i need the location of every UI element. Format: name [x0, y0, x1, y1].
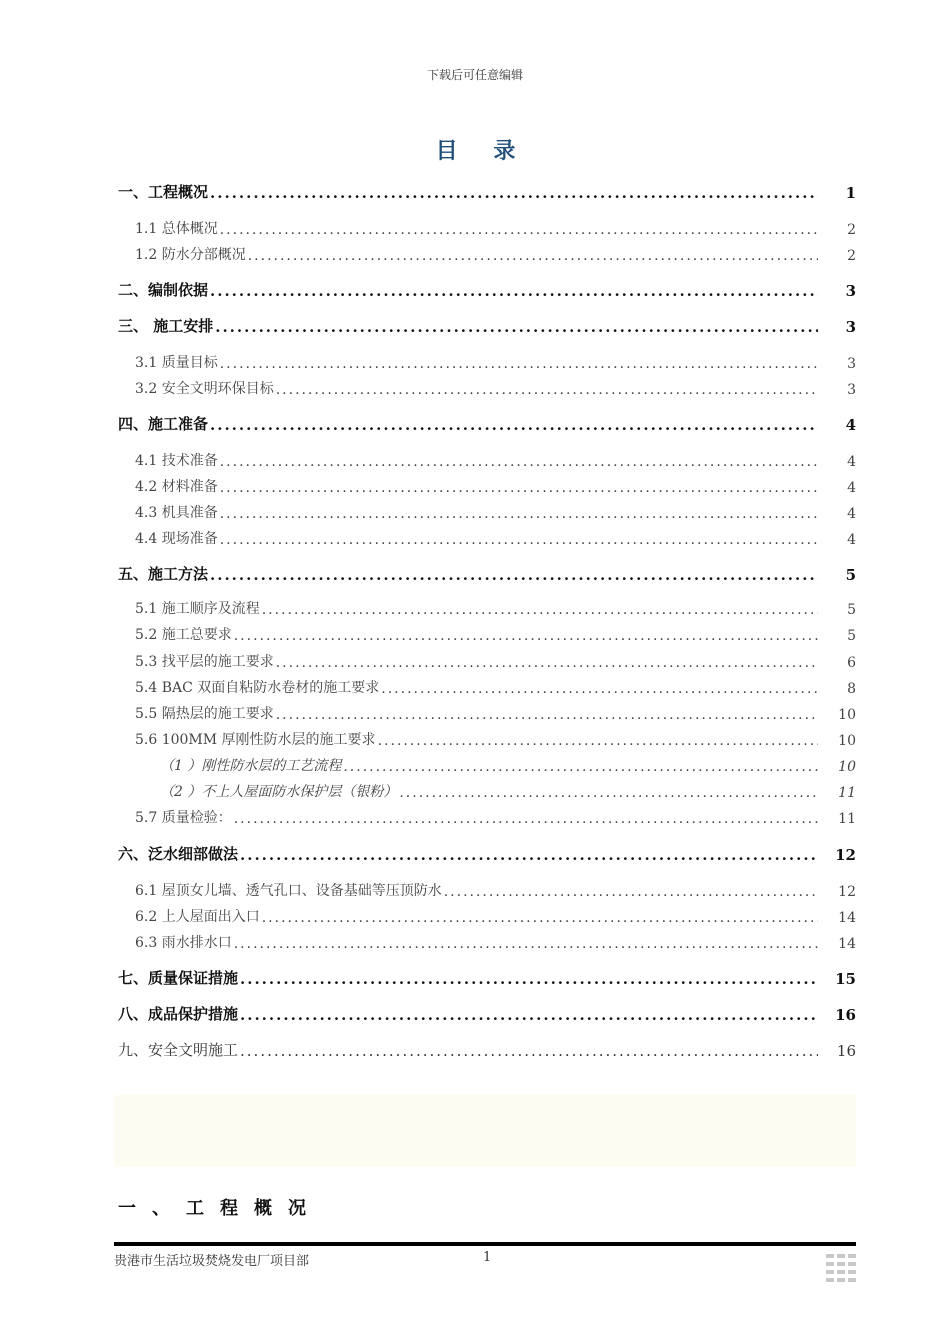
toc-leader-dots	[276, 707, 818, 723]
toc-leader-dots	[240, 1006, 818, 1024]
toc-entry-page: 10	[838, 707, 856, 723]
toc-entry[interactable]	[118, 414, 856, 434]
toc-entry[interactable]	[135, 502, 856, 522]
toc-entry-label: 4.1 技术准备	[135, 453, 218, 469]
toc-entry-label: 3.2 安全文明环保目标	[135, 381, 274, 397]
toc-entry-label: 五、施工方法	[118, 565, 209, 583]
toc-title: 目 录	[435, 138, 530, 164]
toc-entry-label: （2 ）不上人屋面防水保护层（银粉）	[160, 784, 398, 800]
toc-entry-page: 8	[847, 681, 856, 697]
toc-entry-label: 4.4 现场准备	[135, 531, 218, 547]
toc-leader-dots	[210, 566, 818, 584]
toc-entry[interactable]	[118, 280, 856, 300]
toc-entry[interactable]	[135, 729, 856, 749]
toc-entry[interactable]	[135, 651, 856, 671]
toc-entry-label: 一、工程概况	[118, 183, 209, 201]
toc-entry-label: 六、泛水细部做法	[118, 845, 239, 863]
toc-entry-label: 5.6 100MM 厚刚性防水层的施工要求	[135, 732, 376, 748]
toc-entry-label: 6.1 屋顶女儿墙、透气孔口、设备基础等压顶防水	[135, 883, 442, 899]
toc-entry[interactable]	[118, 1040, 856, 1060]
toc-entry-label: 6.2 上人屋面出入口	[135, 909, 260, 925]
toc-leader-dots	[378, 733, 818, 749]
footer-logo-mark	[826, 1252, 856, 1282]
toc-entry-label: 5.4 BAC 双面自粘防水卷材的施工要求	[135, 680, 380, 696]
toc-leader-dots	[234, 628, 818, 644]
toc-entry[interactable]	[135, 378, 856, 398]
toc-entry[interactable]	[135, 880, 856, 900]
toc-entry[interactable]	[118, 968, 856, 988]
toc-entry-page: 6	[847, 655, 856, 671]
header-note: 下载后可任意编辑	[426, 68, 523, 82]
toc-entry-label: 七、质量保证措施	[118, 969, 239, 987]
toc-leader-dots	[234, 811, 818, 827]
toc-entry-page: 3	[847, 382, 856, 398]
toc-entry-label: 5.2 施工总要求	[135, 627, 232, 643]
toc-leader-dots	[220, 222, 818, 238]
toc-entry-page: 3	[845, 282, 856, 300]
toc-leader-dots	[240, 970, 818, 988]
toc-entry-page: 5	[847, 602, 856, 618]
toc-entry[interactable]	[118, 1004, 856, 1024]
toc-entry[interactable]	[135, 906, 856, 926]
toc-entry[interactable]	[160, 781, 856, 801]
toc-entry[interactable]	[160, 755, 856, 775]
toc-leader-dots	[220, 506, 818, 522]
toc-leader-dots	[381, 681, 818, 697]
toc-entry-page: 3	[847, 356, 856, 372]
toc-entry[interactable]	[135, 598, 856, 618]
toc-entry-label: 二、编制依据	[118, 281, 209, 299]
toc-entry-page: 14	[838, 936, 856, 952]
toc-leader-dots	[444, 884, 818, 900]
toc-entry-page: 16	[835, 1006, 856, 1024]
toc-entry-page: 12	[835, 846, 856, 864]
toc-entry-page: 10	[838, 759, 856, 775]
toc-entry-label: 5.3 找平层的施工要求	[135, 654, 274, 670]
toc-leader-dots	[220, 454, 818, 470]
highlight-block	[114, 1095, 856, 1167]
toc-leader-dots	[220, 480, 818, 496]
toc-leader-dots	[262, 910, 818, 926]
toc-entry-page: 11	[838, 811, 856, 827]
toc-entry-page: 4	[847, 506, 856, 522]
toc-leader-dots	[234, 936, 818, 952]
toc-entry-label: 九、安全文明施工	[118, 1041, 239, 1059]
toc-entry[interactable]	[135, 352, 856, 372]
section-heading: 一、工程概况	[118, 1198, 322, 1219]
toc-leader-dots	[343, 759, 818, 775]
toc-entry-page: 4	[845, 416, 856, 434]
toc-entry-page: 4	[847, 454, 856, 470]
toc-entry[interactable]	[135, 677, 856, 697]
toc-entry[interactable]	[135, 624, 856, 644]
toc-entry[interactable]	[135, 932, 856, 952]
toc-entry-page: 16	[836, 1042, 856, 1060]
toc-entry-page: 11	[838, 785, 856, 801]
toc-leader-dots	[240, 846, 818, 864]
toc-entry[interactable]	[135, 703, 856, 723]
toc-entry-page: 5	[847, 628, 856, 644]
toc-entry[interactable]	[135, 450, 856, 470]
toc-entry[interactable]	[135, 218, 856, 238]
toc-entry-label: 4.2 材料准备	[135, 479, 218, 495]
toc-entry-label: 1.1 总体概况	[135, 221, 218, 237]
toc-entry-page: 1	[845, 184, 856, 202]
toc-entry-page: 12	[838, 884, 856, 900]
toc-entry[interactable]	[135, 244, 856, 264]
toc-entry[interactable]	[118, 316, 856, 336]
toc-leader-dots	[262, 602, 818, 618]
toc-entry[interactable]	[135, 476, 856, 496]
toc-entry-page: 14	[838, 910, 856, 926]
toc-entry-label: 3.1 质量目标	[135, 355, 218, 371]
toc-entry-page: 15	[835, 970, 856, 988]
footer-page-number: 1	[483, 1250, 492, 1265]
toc-entry[interactable]	[118, 182, 856, 202]
toc-entry-label: 5.1 施工顺序及流程	[135, 601, 260, 617]
toc-leader-dots	[248, 248, 818, 264]
toc-entry-label: 6.3 雨水排水口	[135, 935, 232, 951]
toc-entry-label: 5.7 质量检验：	[135, 810, 232, 826]
toc-leader-dots	[215, 318, 818, 336]
toc-entry[interactable]	[135, 807, 856, 827]
toc-entry[interactable]	[135, 528, 856, 548]
toc-entry-label: 四、施工准备	[118, 415, 209, 433]
toc-entry-label: 1.2 防水分部概况	[135, 247, 246, 263]
toc-entry-page: 2	[847, 248, 856, 264]
toc-leader-dots	[210, 282, 818, 300]
footer-rule	[114, 1242, 856, 1246]
toc-entry[interactable]	[118, 564, 856, 584]
toc-leader-dots	[276, 655, 818, 671]
toc-entry-label: 4.3 机具准备	[135, 505, 218, 521]
toc-leader-dots	[399, 785, 818, 801]
toc-entry-label: 5.5 隔热层的施工要求	[135, 706, 274, 722]
toc-entry[interactable]	[118, 844, 856, 864]
footer-organization: 贵港市生活垃圾焚烧发电厂项目部	[114, 1254, 310, 1269]
toc-leader-dots	[240, 1042, 818, 1060]
toc-entry-label: 八、成品保护措施	[118, 1005, 239, 1023]
toc-entry-label: （1 ）刚性防水层的工艺流程	[160, 758, 342, 774]
toc-entry-page: 3	[845, 318, 856, 336]
toc-leader-dots	[210, 184, 818, 202]
toc-leader-dots	[210, 416, 818, 434]
toc-leader-dots	[220, 532, 818, 548]
toc-entry-page: 10	[838, 733, 856, 749]
toc-entry-page: 4	[847, 480, 856, 496]
toc-entry-page: 2	[847, 222, 856, 238]
toc-leader-dots	[276, 382, 818, 398]
toc-leader-dots	[220, 356, 818, 372]
toc-entry-page: 5	[845, 566, 856, 584]
toc-entry-label: 三、 施工安排	[118, 317, 214, 335]
toc-entry-page: 4	[847, 532, 856, 548]
